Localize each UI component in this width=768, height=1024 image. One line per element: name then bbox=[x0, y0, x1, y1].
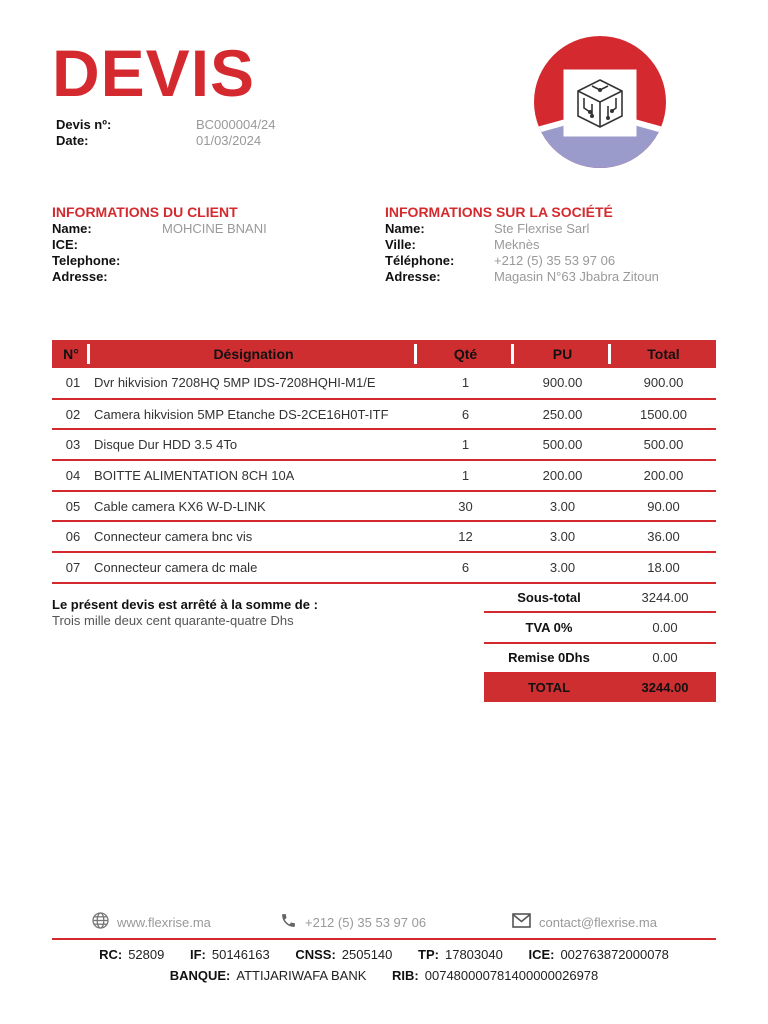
amount-label: Le présent devis est arrêté à la somme de : bbox=[52, 597, 318, 612]
subtotal-row bbox=[484, 583, 716, 613]
client-name-value: MOHCINE BNANI bbox=[162, 221, 267, 236]
grand-total-label: TOTAL bbox=[527, 680, 571, 696]
row-designation: BOITTE ALIMENTATION 8CH 10A bbox=[90, 460, 417, 491]
items-table-header bbox=[52, 340, 716, 368]
company-logo-icon bbox=[530, 36, 670, 168]
legal-rib-value: 007480000781400000026978 bbox=[424, 968, 599, 983]
legal-if bbox=[190, 947, 270, 962]
grand-total-value: 3244.00 bbox=[641, 680, 689, 696]
remise-row bbox=[484, 644, 716, 674]
legal-ice-label: ICE: bbox=[528, 947, 555, 962]
header-unit-price-label: PU bbox=[552, 346, 573, 362]
devis-date-label: Date: bbox=[56, 133, 89, 148]
grand-total-row bbox=[484, 674, 716, 702]
client-adresse-label: Adresse: bbox=[52, 269, 108, 284]
row-quantity: 1 bbox=[417, 368, 514, 399]
legal-tp-value: 17803040 bbox=[444, 947, 503, 962]
footer-email[interactable] bbox=[512, 912, 657, 932]
row-designation: Disque Dur HDD 3.5 4To bbox=[90, 429, 417, 460]
legal-line-2 bbox=[52, 967, 716, 985]
header-total bbox=[611, 340, 716, 368]
header-designation bbox=[90, 340, 417, 368]
devis-number-row bbox=[56, 117, 276, 133]
row-number: 07 bbox=[52, 552, 90, 583]
row-number: 05 bbox=[52, 491, 90, 522]
footer-divider bbox=[52, 938, 716, 940]
devis-date-row bbox=[56, 133, 276, 149]
row-quantity: 30 bbox=[417, 491, 514, 522]
tva-label: TVA 0% bbox=[525, 619, 573, 635]
header-number bbox=[52, 340, 90, 368]
row-total: 1500.00 bbox=[611, 399, 716, 430]
company-ville-value: Meknès bbox=[494, 237, 540, 252]
header-unit-price bbox=[514, 340, 611, 368]
company-info bbox=[385, 203, 659, 285]
company-adresse-row bbox=[385, 269, 659, 285]
company-ville-label: Ville: bbox=[385, 237, 416, 252]
tva-row bbox=[484, 613, 716, 643]
row-unit-price: 200.00 bbox=[514, 460, 611, 491]
row-total: 200.00 bbox=[611, 460, 716, 491]
legal-cnss-value: 2505140 bbox=[341, 947, 393, 962]
amount-in-words bbox=[52, 597, 318, 629]
row-total: 36.00 bbox=[611, 521, 716, 552]
devis-meta bbox=[56, 117, 276, 149]
company-ville-row bbox=[385, 237, 659, 253]
row-designation: Connecteur camera dc male bbox=[90, 552, 417, 583]
devis-number-label: Devis nº: bbox=[56, 117, 112, 132]
row-total: 90.00 bbox=[611, 491, 716, 522]
row-number: 03 bbox=[52, 429, 90, 460]
legal-ice bbox=[528, 947, 668, 962]
footer-phone[interactable] bbox=[280, 912, 426, 932]
subtotal-label: Sous-total bbox=[517, 589, 581, 605]
row-designation: Connecteur camera bnc vis bbox=[90, 521, 417, 552]
legal-rc-value: 52809 bbox=[128, 947, 165, 962]
footer-website[interactable] bbox=[92, 912, 211, 932]
legal-tp-label: TP: bbox=[418, 947, 439, 962]
row-number: 02 bbox=[52, 399, 90, 430]
remise-value: 0.00 bbox=[652, 650, 678, 666]
mail-icon bbox=[512, 913, 539, 931]
row-quantity: 12 bbox=[417, 521, 514, 552]
company-adresse-value: Magasin N°63 Jbabra Zitoun bbox=[494, 269, 659, 284]
client-ice-row bbox=[52, 237, 267, 253]
header-quantity bbox=[417, 340, 514, 368]
company-name-label: Name: bbox=[385, 221, 425, 236]
table-row bbox=[52, 491, 716, 522]
table-row bbox=[52, 552, 716, 583]
legal-rib-label: RIB: bbox=[392, 968, 419, 983]
row-quantity: 6 bbox=[417, 552, 514, 583]
items-table bbox=[52, 340, 716, 584]
row-quantity: 1 bbox=[417, 429, 514, 460]
header-number-label: N° bbox=[63, 346, 79, 362]
legal-rib bbox=[392, 968, 598, 983]
client-name-label: Name: bbox=[52, 221, 92, 236]
row-designation: Camera hikvision 5MP Etanche DS-2CE16H0T-ITF bbox=[90, 399, 417, 430]
client-info bbox=[52, 203, 267, 285]
company-name-value: Ste Flexrise Sarl bbox=[494, 221, 590, 236]
row-designation: Dvr hikvision 7208HQ 5MP IDS-7208HQHI-M1/E bbox=[90, 368, 417, 399]
row-unit-price: 3.00 bbox=[514, 491, 611, 522]
header-quantity-label: Qté bbox=[453, 346, 478, 362]
footer-website-text: www.flexrise.ma bbox=[117, 914, 211, 930]
row-total: 900.00 bbox=[611, 368, 716, 399]
footer-phone-text: +212 (5) 35 53 97 06 bbox=[305, 914, 427, 930]
legal-rc-label: RC: bbox=[99, 947, 123, 962]
legal-if-label: IF: bbox=[189, 947, 206, 962]
legal-ice-value: 002763872000078 bbox=[560, 947, 669, 962]
legal-tp bbox=[418, 947, 503, 962]
row-unit-price: 900.00 bbox=[514, 368, 611, 399]
legal-cnss bbox=[295, 947, 392, 962]
row-total: 500.00 bbox=[611, 429, 716, 460]
client-info-heading: INFORMATIONS DU CLIENT bbox=[52, 204, 238, 220]
devis-number-value: BC000004/24 bbox=[196, 117, 276, 132]
row-quantity: 6 bbox=[417, 399, 514, 430]
header-total-label: Total bbox=[647, 346, 680, 362]
client-telephone-label: Telephone: bbox=[52, 253, 121, 268]
legal-banque-label: BANQUE: bbox=[169, 968, 231, 983]
row-unit-price: 3.00 bbox=[514, 521, 611, 552]
totals-box bbox=[484, 583, 716, 702]
amount-text: Trois mille deux cent quarante-quatre Dhs bbox=[52, 613, 294, 628]
globe-icon bbox=[92, 912, 117, 932]
row-unit-price: 3.00 bbox=[514, 552, 611, 583]
footer-email-text: contact@flexrise.ma bbox=[539, 914, 657, 930]
legal-banque bbox=[170, 968, 367, 983]
client-adresse-row bbox=[52, 269, 267, 285]
row-total: 18.00 bbox=[611, 552, 716, 583]
row-unit-price: 500.00 bbox=[514, 429, 611, 460]
legal-rc bbox=[99, 947, 164, 962]
legal-cnss-label: CNSS: bbox=[295, 947, 336, 962]
header-designation-label: Désignation bbox=[213, 346, 294, 362]
company-telephone-label: Téléphone: bbox=[385, 253, 455, 268]
devis-date-value: 01/03/2024 bbox=[196, 133, 262, 148]
phone-icon bbox=[280, 912, 305, 932]
footer-contacts bbox=[52, 912, 716, 932]
company-info-heading: INFORMATIONS SUR LA SOCIÉTÉ bbox=[385, 204, 613, 220]
client-name-row bbox=[52, 221, 267, 237]
row-quantity: 1 bbox=[417, 460, 514, 491]
legal-banque-value: ATTIJARIWAFA BANK bbox=[236, 968, 367, 983]
client-ice-label: ICE: bbox=[52, 237, 78, 252]
subtotal-value: 3244.00 bbox=[641, 589, 689, 605]
legal-line-1 bbox=[52, 946, 716, 964]
remise-label: Remise 0Dhs bbox=[508, 650, 590, 666]
table-row bbox=[52, 399, 716, 430]
legal-if-value: 50146163 bbox=[211, 947, 270, 962]
company-adresse-label: Adresse: bbox=[385, 269, 441, 284]
tva-value: 0.00 bbox=[652, 619, 678, 635]
company-name-row bbox=[385, 221, 659, 237]
row-number: 04 bbox=[52, 460, 90, 491]
row-designation: Cable camera KX6 W-D-LINK bbox=[90, 491, 417, 522]
table-row bbox=[52, 368, 716, 399]
client-telephone-row bbox=[52, 253, 267, 269]
document-title: DEVIS bbox=[52, 36, 256, 110]
row-number: 01 bbox=[52, 368, 90, 399]
table-row bbox=[52, 429, 716, 460]
table-row bbox=[52, 460, 716, 491]
row-unit-price: 250.00 bbox=[514, 399, 611, 430]
company-telephone-value: +212 (5) 35 53 97 06 bbox=[494, 253, 616, 268]
company-telephone-row bbox=[385, 253, 659, 269]
row-number: 06 bbox=[52, 521, 90, 552]
table-row bbox=[52, 521, 716, 552]
